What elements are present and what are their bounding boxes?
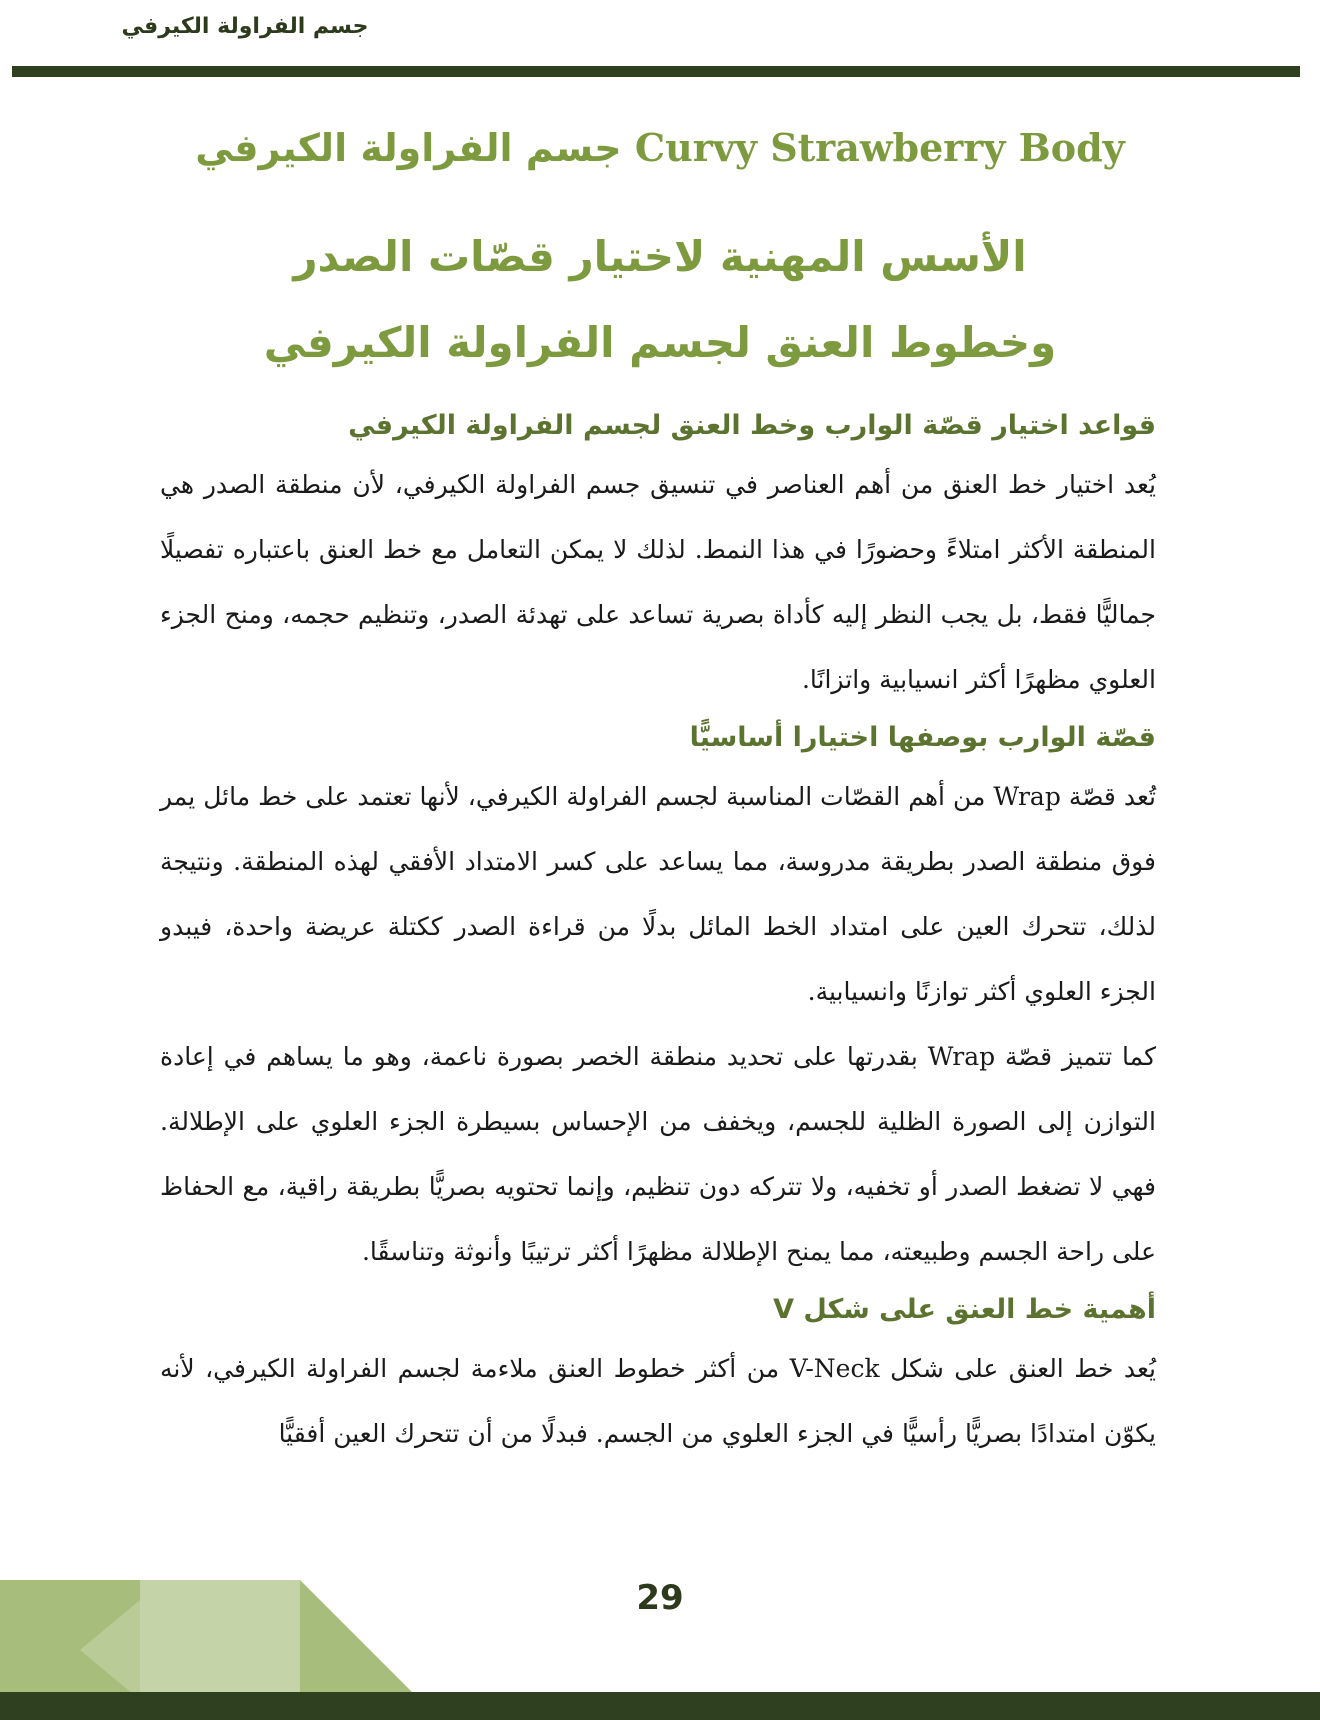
paragraph-wrap-1: تُعد قصّة Wrap من أهم القصّات المناسبة لجسم الفراولة الكيرفي، لأنها تعتمد على خط مائل يمر فوق منطقة الصدر بطريقة مدروسة، مما يساعد على كسر الامتداد الأفقي لهذه المنطقة. ونتيجة لذلك، تتحرك العين على امتداد الخط المائل بدلًا من قراءة الصدر ككتلة عريضة واحدة، فيبدو الجزء العلوي أكثر توازنًا وانسيابية. [160,782,1156,1006]
footer-rule [0,1692,1320,1720]
main-title [160,118,1160,178]
header-rule [12,66,1300,77]
subtitle-line-1: الأسس المهنية لاختيار قصّات الصدر [293,232,1027,281]
section-heading-rules: قواعد اختيار قصّة الوارب وخط العنق لجسم الفراولة الكيرفي [348,410,1156,441]
page-number: 29 [636,1578,684,1618]
main-title-arabic: جسم الفراولة الكيرفي [195,126,622,170]
paragraph-vneck: يُعد خط العنق على شكل V-Neck من أكثر خطوط العنق ملاءمة لجسم الفراولة الكيرفي، لأنه يكوّن امتدادًا بصريًّا رأسيًّا في الجزء العلوي من الجسم. فبدلًا من أن تتحرك العين أفقيًّا [160,1354,1157,1448]
section-heading-vneck: أهمية خط العنق على شكل V [773,1294,1156,1325]
body-content [160,400,1156,1466]
paragraph-rules: يُعد اختيار خط العنق من أهم العناصر في تنسيق جسم الفراولة الكيرفي، لأن منطقة الصدر هي المنطقة الأكثر امتلاءً وحضورًا في هذا النمط. لذلك لا يمكن التعامل مع خط العنق باعتباره تفصيلًا جماليًّا فقط، بل يجب النظر إليه كأداة بصرية تساعد على تهدئة الصدر، وتنظيم حجمه، ومنح الجزء العلوي مظهرًا أكثر انسيابية واتزانًا. [160,470,1156,694]
subtitle-line-2: وخطوط العنق لجسم الفراولة الكيرفي [263,318,1057,367]
main-title-english: Curvy Strawberry Body [634,125,1125,170]
paragraph-wrap-2: كما تتميز قصّة Wrap بقدرتها على تحديد منطقة الخصر بصورة ناعمة، وهو ما يساهم في إعادة التوازن إلى الصورة الظلية للجسم، ويخفف من الإحساس بسيطرة الجزء العلوي على الإطلالة. فهي لا تضغط الصدر أو تخفيه، ولا تتركه دون تنظيم، وإنما تحتويه بصريًّا بطريقة راقية، مع الحفاظ على راحة الجسم وطبيعته، مما يمنح الإطلالة مظهرًا أكثر ترتيبًا وأنوثة وتناسقًا. [160,1042,1157,1266]
running-header-title: جسم الفراولة الكيرفي [121,14,369,39]
section-heading-wrap: قصّة الوارب بوصفها اختيارا أساسيًّا [689,722,1156,753]
subtitle [160,214,1160,386]
